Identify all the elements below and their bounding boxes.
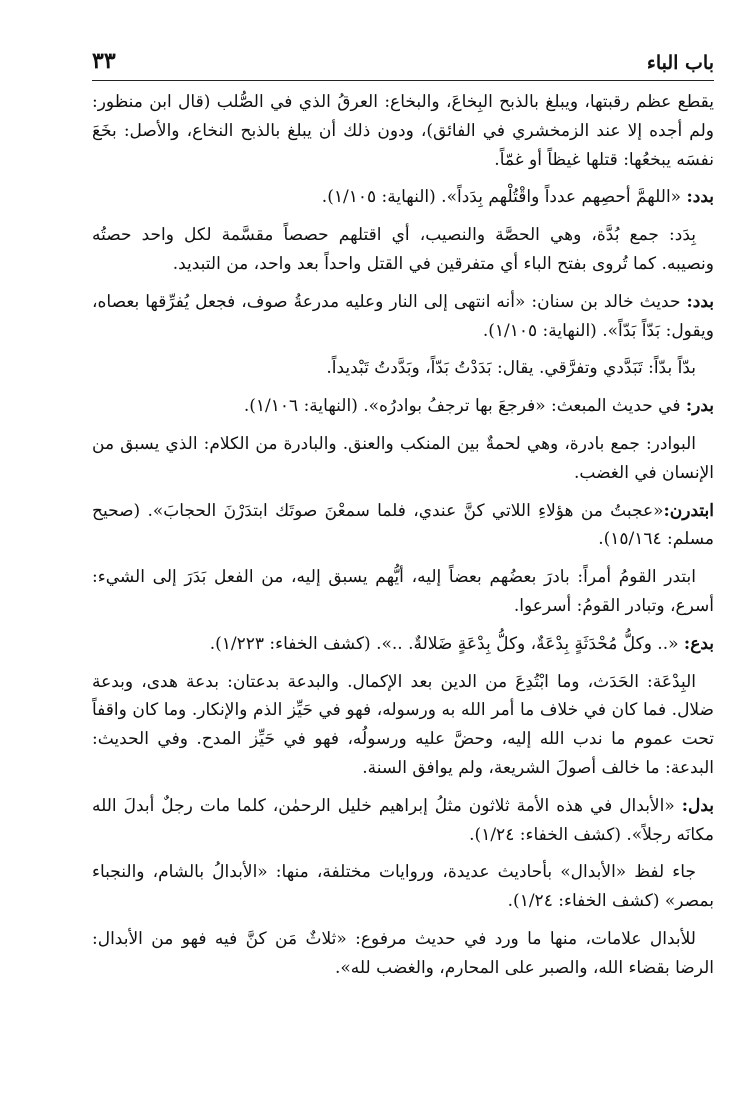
chapter-title: باب الباء: [646, 52, 714, 74]
paragraph: [92, 221, 714, 279]
paragraph-text: البوادر: جمع بادرة، وهي لحمةٌ بين المنكب والعنق. والبادرة من الكلام: الذي يسبق من الإنسان في الغضب.: [92, 433, 714, 483]
entry-keyword: بدد:: [686, 187, 714, 208]
paragraph-text: البِدْعَة: الحَدَث، وما ابْتُدِعَ من الدين بعد الإكمال. والبدعة بدعتان: بدعة هدى، وبدعة ضلال. فما كان في خلاف ما أمر الله به ورسوله، فهو في حَيِّز الذم والإنكار. وما كان واقفاً تحت عموم ما ندب الله إليه، وحضَّ عليه ورسولُه، فهو في حَيِّز المدح. وفي الحديث: البدعة: ما خالف أصولَ الشريعة، ولم يوافق السنة.: [92, 671, 714, 778]
paragraph: [92, 563, 714, 621]
entry-paragraph: [92, 630, 714, 659]
entry-text: «.. وكلُّ مُحْدَثَةٍ بِدْعَةٌ، وكلُّ بِدْعَةٍ ضَلالةٌ. ..». (كشف الخفاء: ١/٢٢٣).: [209, 633, 684, 654]
paragraph: [92, 88, 714, 174]
entry-paragraph: [92, 392, 714, 421]
header-divider: [92, 80, 714, 81]
paragraph: [92, 925, 714, 983]
entry-text: «عجبتُ من هؤلاءِ اللاتي كنَّ عندي، فلما سمعْنَ صوتَك ابتدَرْنَ الحجابَ». (صحيح مسلم: ١٥/١٦٤).: [92, 500, 714, 550]
entry-paragraph: [92, 497, 714, 555]
paragraph-text: بِدَد: جمع بُدَّة، وهي الحصَّة والنصيب، أي اقتلهم حصصاً مقسَّمة لكل واحد حصتُه ونصيبه. كما تُروى بفتح الباء أي متفرقين في القتل واحداً بعد واحد، من التبديد.: [92, 225, 714, 274]
entry-paragraph: [92, 288, 714, 346]
page-number: ٣٣: [92, 48, 116, 74]
entry-paragraph: [92, 183, 714, 212]
entry-keyword: بدع:: [683, 633, 714, 654]
paragraph: [92, 354, 714, 383]
entry-text: «الأبدال في هذه الأمة ثلاثون مثلُ إبراهيم خليل الرحمٰن، كلما مات رجلٌ أبدلَ الله مكانَه رجلاً». (كشف الخفاء: ١/٢٤).: [92, 795, 714, 845]
paragraph-text: جاء لفظ «الأبدال» بأحاديث عديدة، وروايات مختلفة، منها: «الأبدالُ بالشام، والنجباء بمصر» (كشف الخفاء: ١/٢٤).: [92, 862, 714, 912]
entry-text: «اللهمَّ أحصِهم عدداً واقْتُلْهم بِدَداً». (النهاية: ١/١٠٥).: [321, 187, 687, 208]
entry-text: حديث خالد بن سنان: «أنه انتهى إلى النار وعليه مدرعةُ صوف، فجعل يُفرِّقها بعصاه، ويقول: بَدّاً بَدّاً». (النهاية: ١/١٠٥).: [92, 291, 714, 341]
entry-keyword: ابتدرن:: [663, 500, 714, 521]
entry-text: في حديث المبعث: «فرجعَ بها ترجفُ بوادرُه». (النهاية: ١/١٠٦).: [243, 396, 686, 417]
paragraph-text: بدّاً بدّاً: تَبَدَّدي وتفرَّقي. يقال: بَدَدْتُ بَدّاً، وبَدَّدتُ تَبْديداً.: [326, 358, 696, 379]
paragraph: [92, 858, 714, 916]
entry-keyword: بدر:: [685, 396, 714, 417]
paragraph: [92, 668, 714, 783]
entry-paragraph: [92, 792, 714, 850]
page-body: [92, 88, 714, 983]
entry-keyword: بدد:: [686, 291, 714, 312]
paragraph-text: ابتدر القومُ أمراً: بادرَ بعضُهم بعضاً إليه، أيُّهم يسبق إليه، من الفعل بَدَرَ إلى الشيء: أسرع، وتبادر القومُ: أسرعوا.: [92, 567, 714, 616]
paragraph-text: للأبدال علامات، منها ما ورد في حديث مرفوع: «ثلاثٌ مَن كنَّ فيه فهو من الأبدال: الرضا بقضاء الله، والصبر على المحارم، والغضب لله».: [92, 928, 714, 978]
paragraph: [92, 430, 714, 488]
entry-keyword: بدل:: [681, 795, 714, 816]
paragraph-text: يقطع عظم رقبتها، ويبلغ بالذبح البِخاعَ، والبخاع: العرقُ الذي في الصُّلب (قال ابن منظور: ولم أجده إلا عند الزمخشري في الفائق)، ودون ذلك أن يبلغ بالذبح النخاع، والأصل: بخَعَ نفسَه يبخعُها: قتلها غيظاً أو غمّاً.: [92, 92, 714, 170]
page-header: [92, 44, 714, 74]
